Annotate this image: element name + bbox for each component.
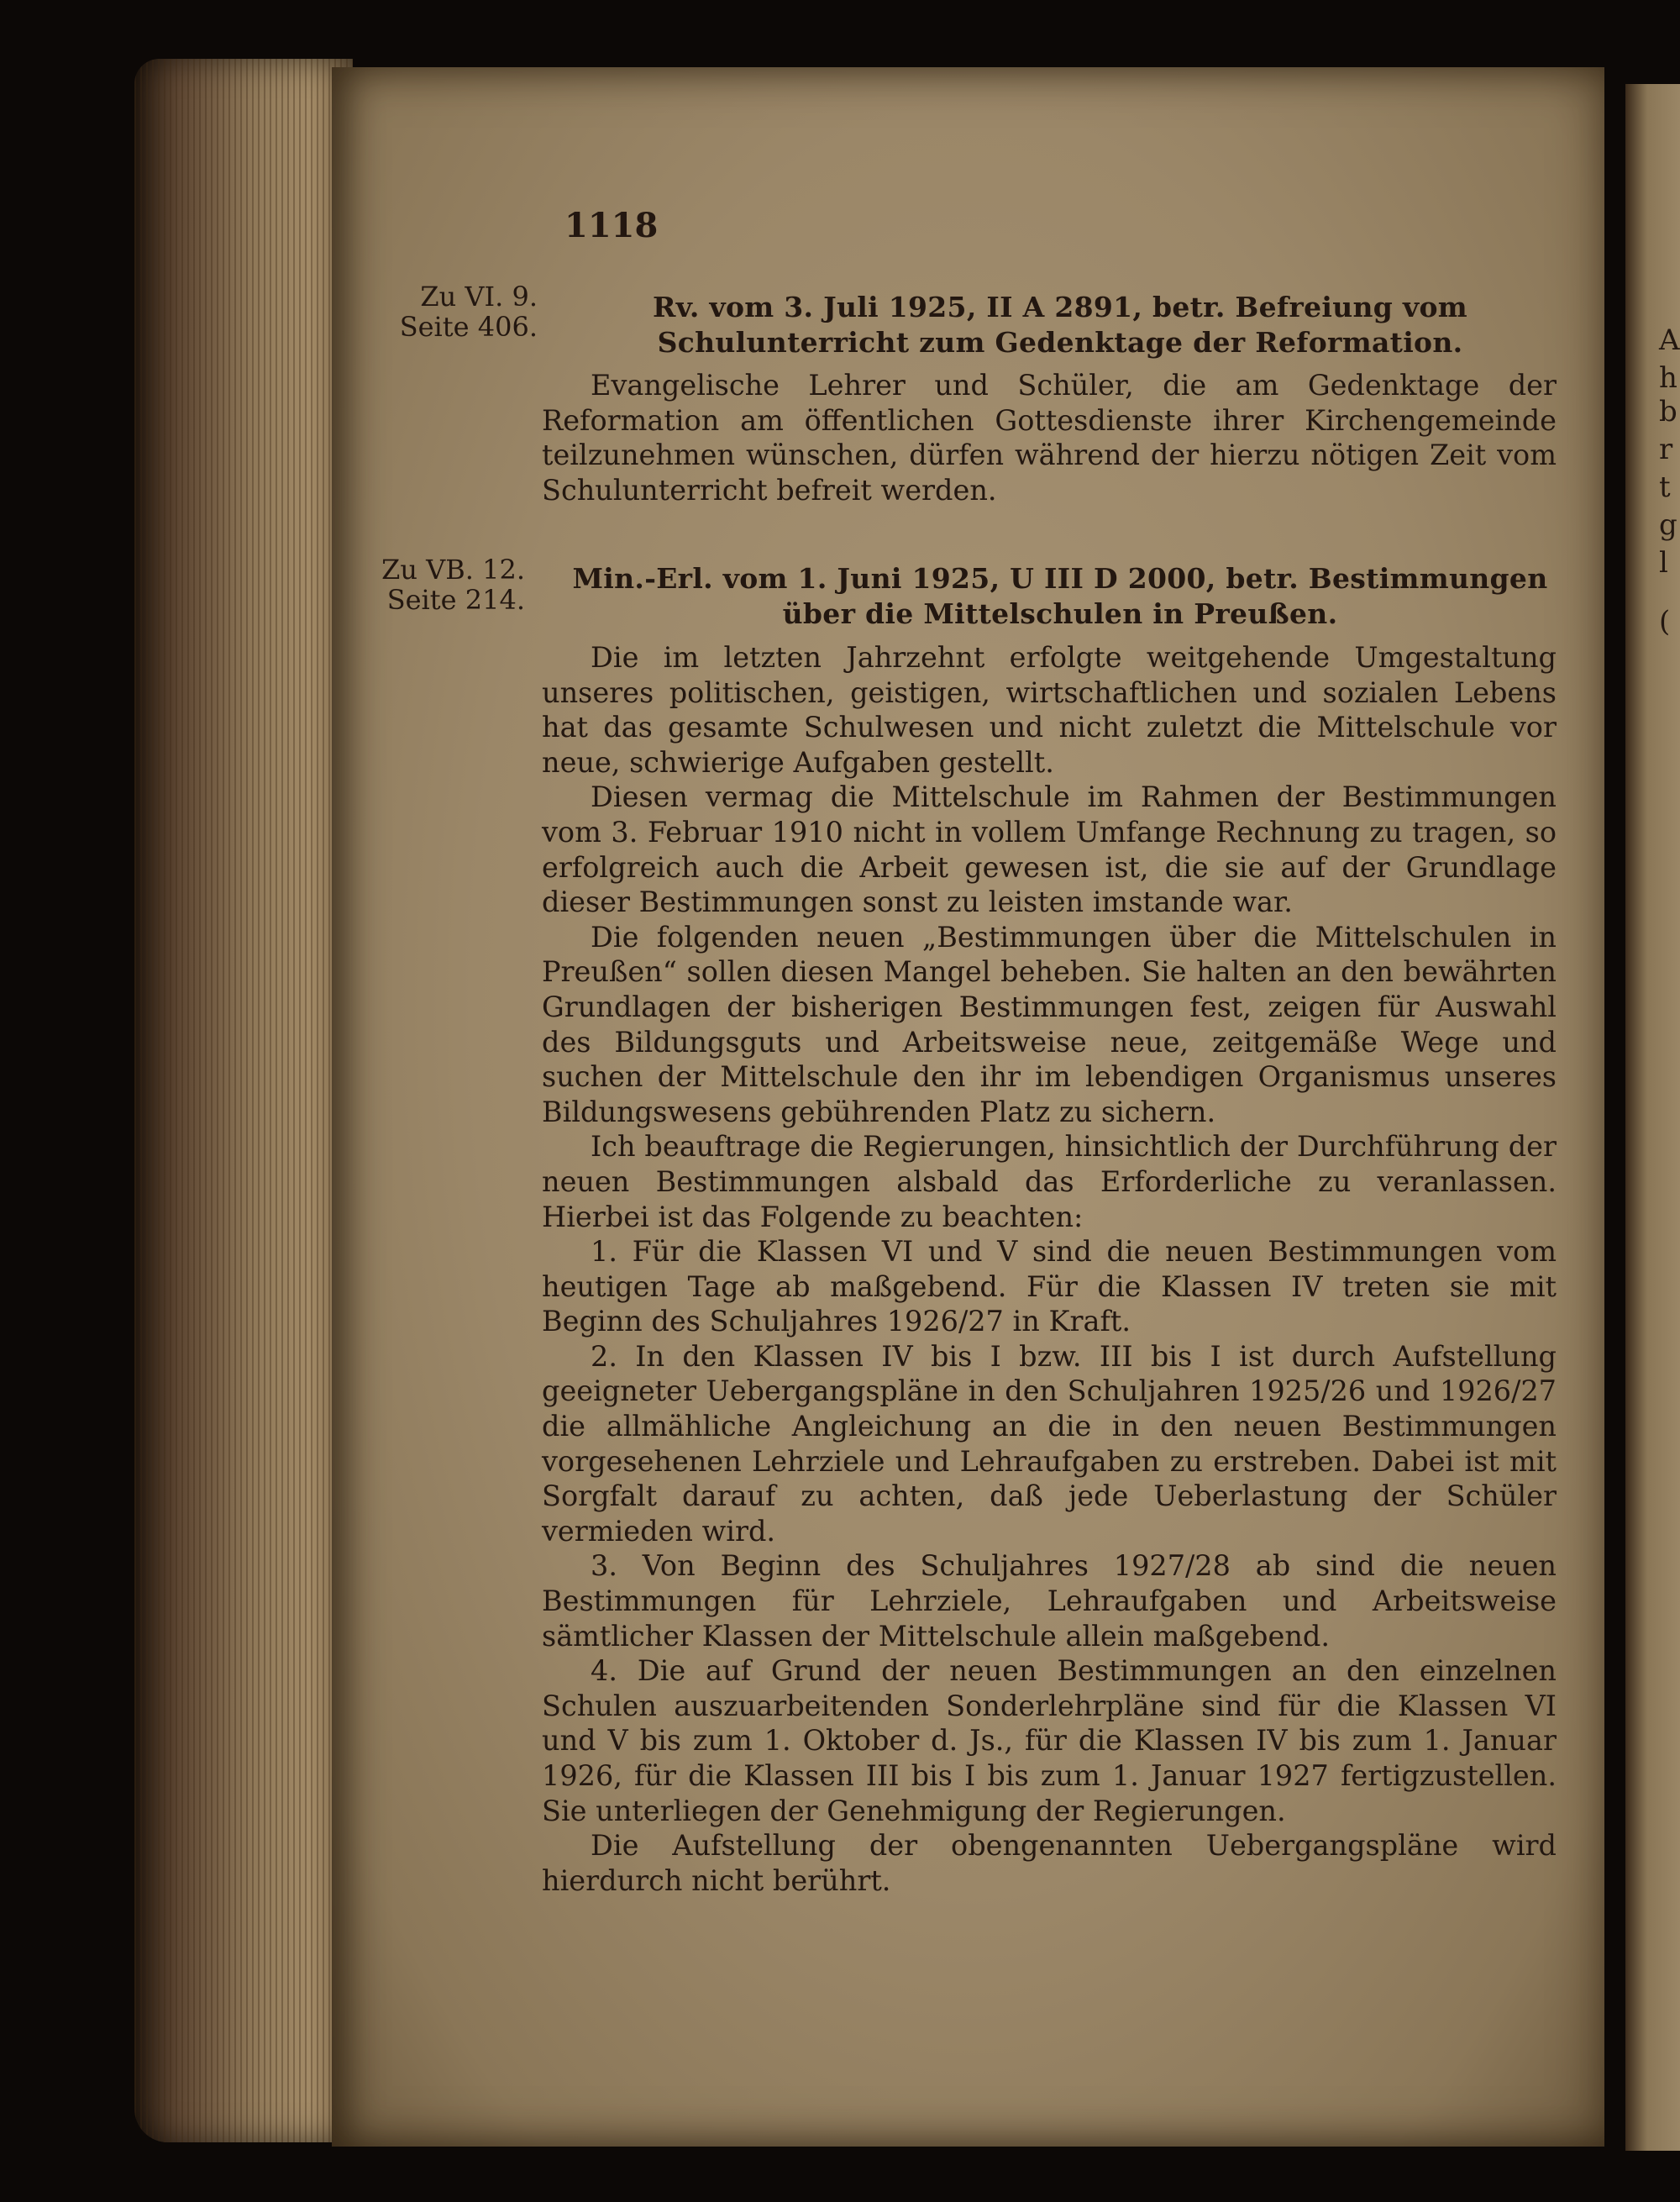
list-item-2: 2. In den Klassen IV bis I bzw. III bis I ist durch Aufstellung geeigneter Uebergangspläne in den Schuljahren 1925/26 und 1926/27 die allmähliche Angleichung an die in den neuen Bestimmungen vorgesehenen Lehrziele und Lehraufgaben zu erstreben. Dabei ist mit Sorgfalt darauf zu achten, daß jede Ueberlastung der Schüler vermieden wird. <box>542 1339 1557 1548</box>
page-number: 1118 <box>564 206 659 245</box>
section-1-heading: Rv. vom 3. Juli 1925, II A 2891, betr. Befreiung vom Schulunterricht zum Gedenktage der Reformation. <box>653 291 1467 359</box>
facing-page-fragment: h <box>1659 361 1677 395</box>
section-2-body <box>542 640 1557 1898</box>
facing-page-fragment: b <box>1659 395 1677 428</box>
facing-page-fragment: t <box>1659 470 1671 504</box>
paragraph: Die Aufstellung der obengenannten Uebergangspläne wird hierdurch nicht berührt. <box>542 1829 1557 1897</box>
margin-ref-line: Zu VB. 12. <box>381 554 525 586</box>
list-item-4: 4. Die auf Grund der neuen Bestimmungen an den einzelnen Schulen auszuarbeitenden Sonderlehrpläne sind für die Klassen VI und V bis zum 1. Oktober d. Js., für die Klassen IV bis zum 1. Januar 1926, für die Klassen III bis I bis zum 1. Januar 1927 fertigzustellen. Sie unterliegen der Genehmigung der Regierungen. <box>542 1654 1557 1827</box>
margin-ref-line: Zu VI. 9. <box>420 281 538 313</box>
list-item-3: 3. Von Beginn des Schuljahres 1927/28 ab sind die neuen Bestimmungen für Lehrziele, Lehraufgaben und Arbeitsweise sämtlicher Klassen der Mittelschule allein maßgebend. <box>542 1549 1557 1653</box>
paragraph: Diesen vermag die Mittelschule im Rahmen der Bestimmungen vom 3. Februar 1910 nicht in vollem Umfange Rechnung zu tragen, so erfolgreich auch die Arbeit gewesen ist, die sie auf der Grundlage dieser Bestimmungen sonst zu leisten imstande war. <box>542 780 1557 919</box>
paragraph: Die folgenden neuen „Bestimmungen über die Mittelschulen in Preußen“ sollen diesen Mangel beheben. Sie halten an den bewährten Grundlagen der bisherigen Bestimmungen fest, zeigen für Auswahl des Bildungsguts und Arbeitsweise neue, zeitgemäße Wege und suchen der Mittelschule den ihr im lebendigen Organismus unseres Bildungswesens gebührenden Platz zu sichern. <box>542 920 1557 1128</box>
margin-reference-2 <box>365 554 525 615</box>
paragraph: Ich beauftrage die Regierungen, hinsichtlich der Durchführung der neuen Bestimmungen alsbald das Erforderliche zu veranlassen. Hierbei ist das Folgende zu beachten: <box>542 1130 1557 1233</box>
paragraph: Die im letzten Jahrzehnt erfolgte weitgehende Umgestaltung unseres politischen, geistigen, wirtschaftlichen und sozialen Lebens hat das gesamte Schulwesen und nicht zuletzt die Mittelschule vor neue, schwierige Aufgaben gestellt. <box>542 641 1557 779</box>
facing-page-fragment: g <box>1659 508 1677 542</box>
margin-ref-line: Seite 214. <box>386 584 525 616</box>
margin-reference-1 <box>378 281 538 342</box>
section-2-heading: Min.-Erl. vom 1. Juni 1925, U III D 2000, betr. Bestimmungen über die Mittelschulen in Preußen. <box>572 562 1548 630</box>
margin-ref-line: Seite 406. <box>399 311 538 343</box>
facing-page-fragment: A <box>1659 323 1680 357</box>
facing-page-fragment: r <box>1659 433 1673 466</box>
facing-page-fragment: ( <box>1659 605 1671 639</box>
list-item-1: 1. Für die Klassen VI und V sind die neuen Bestimmungen vom heutigen Tage ab maßgebend. Für die Klassen IV treten sie mit Beginn des Schuljahres 1926/27 in Kraft. <box>542 1235 1557 1338</box>
section-1-body <box>542 368 1557 507</box>
paragraph: Evangelische Lehrer und Schüler, die am Gedenktage der Reformation am öffentlichen Gottesdienste ihrer Kirchengemeinde teilzunehmen wünschen, dürfen während der hierzu nötigen Zeit vom Schulunterricht befreit werden. <box>542 369 1557 507</box>
facing-page-fragment: l <box>1659 546 1668 580</box>
book-page-edges <box>134 59 353 2142</box>
